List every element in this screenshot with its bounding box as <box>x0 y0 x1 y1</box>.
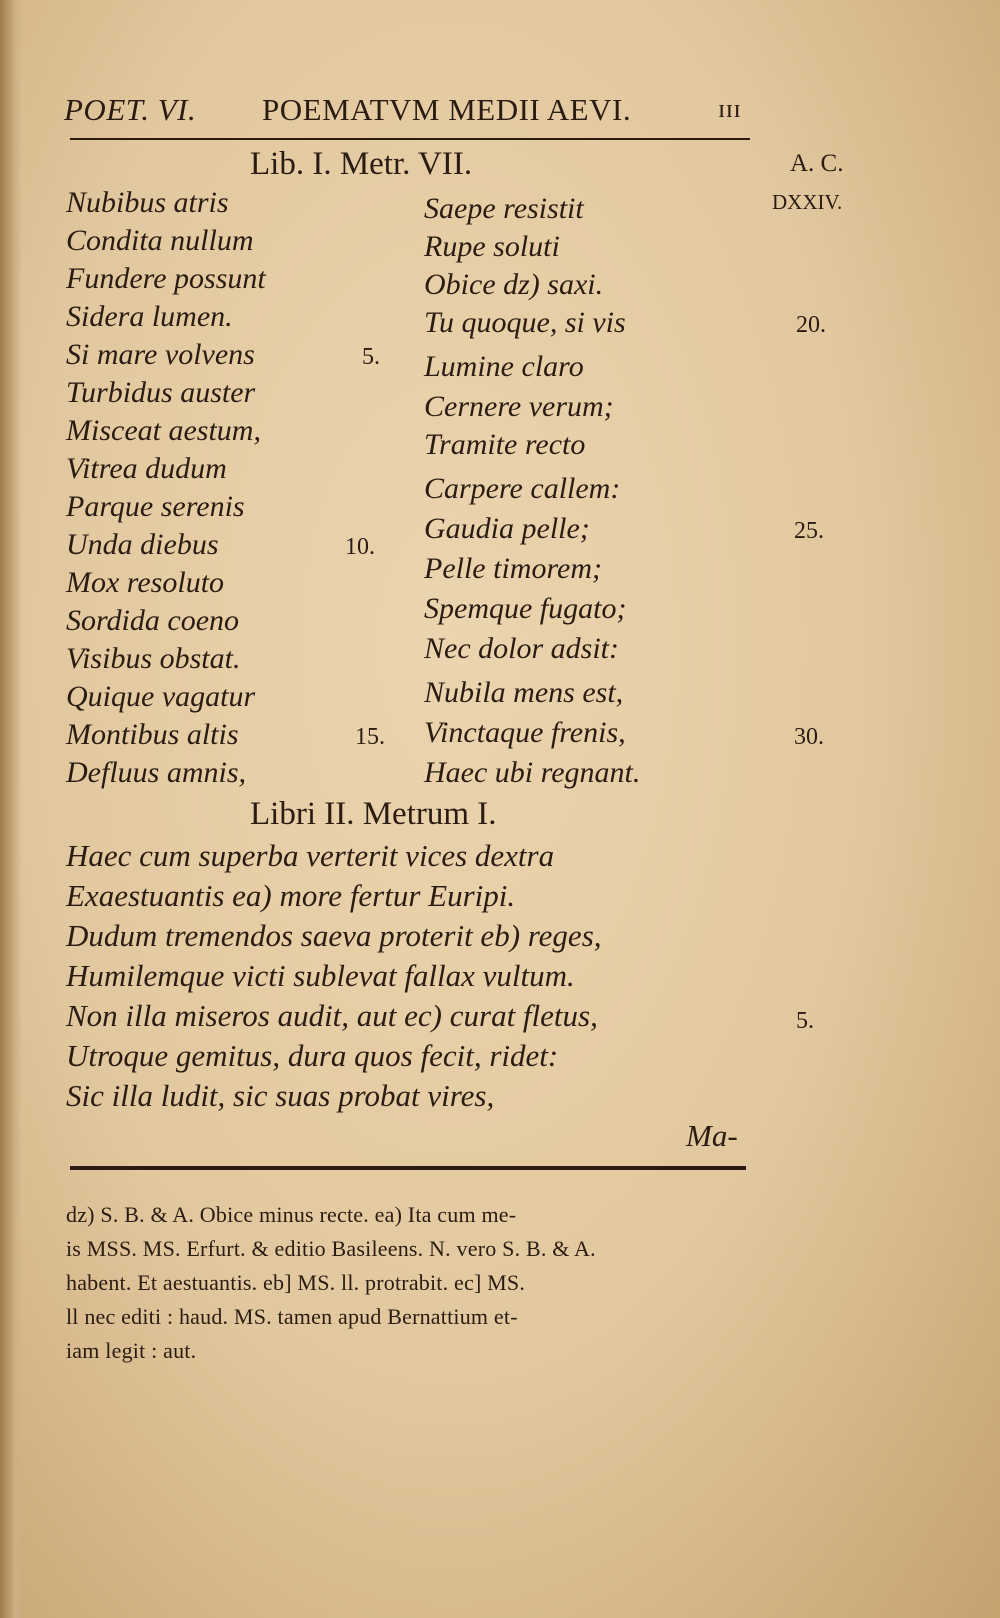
footnote-rule <box>70 1166 746 1170</box>
verse-line: Visibus obstat. <box>66 642 241 675</box>
line-number: 15. <box>355 724 385 750</box>
verse-line: Saepe resistit <box>424 192 584 225</box>
verse-line: Haec cum superba verterit vices dextra <box>66 838 555 873</box>
running-head-left: POET. VI. <box>64 92 197 127</box>
verse-line: Nubila mens est, <box>424 676 624 709</box>
verse-line: Mox resoluto <box>66 566 225 599</box>
line-number: 10. <box>345 534 375 560</box>
verse-line: Tramite recto <box>424 428 586 461</box>
section-heading-lib1-metr7: Lib. I. Metr. VII. <box>250 146 473 182</box>
verse-line: Nubibus atris <box>66 186 229 219</box>
verse-line: Humilemque victi sublevat fallax vultum. <box>66 958 575 993</box>
line-number: 25. <box>794 518 824 544</box>
verse-line: Vitrea dudum <box>66 452 227 485</box>
verse-line: Unda diebus <box>66 528 219 561</box>
section-heading-lib2-metr1: Libri II. Metrum I. <box>250 796 497 832</box>
verse-line: Quique vagatur <box>66 680 256 713</box>
verse-line: Lumine claro <box>424 350 584 383</box>
catchword: Ma- <box>686 1118 738 1153</box>
verse-line: Carpere callem: <box>424 472 621 505</box>
verse-line: Haec ubi regnant. <box>424 756 641 789</box>
verse-line: Misceat aestum, <box>66 414 261 447</box>
verse-line: Defluus amnis, <box>66 756 246 789</box>
margin-era-year: DXXIV. <box>772 190 843 214</box>
verse-line: Parque serenis <box>66 490 245 523</box>
line-number: 20. <box>796 312 826 338</box>
verse-line: Gaudia pelle; <box>424 512 590 545</box>
verse-line: Exaestuantis ea) more fertur Euripi. <box>66 878 516 913</box>
line-number: 5. <box>796 1008 814 1034</box>
header-rule <box>70 138 750 140</box>
verse-line: Condita nullum <box>66 224 254 257</box>
footnote-line: is MSS. MS. Erfurt. & editio Basileens. N. vero S. B. & A. <box>66 1236 596 1261</box>
page-number: ɪɪɪ <box>718 94 742 123</box>
verse-line: Utroque gemitus, dura quos fecit, ridet: <box>66 1038 559 1073</box>
verse-line: Obice dz) saxi. <box>424 268 604 301</box>
verse-line: Si mare volvens <box>66 338 255 371</box>
verse-line: Sidera lumen. <box>66 300 233 333</box>
verse-line: Pelle timorem; <box>424 552 602 585</box>
footnote-line: ll nec editi : haud. MS. tamen apud Bernattium et- <box>66 1304 518 1329</box>
margin-era-label: A. C. <box>790 150 844 177</box>
verse-line: Sic illa ludit, sic suas probat vires, <box>66 1078 495 1113</box>
verse-line: Rupe soluti <box>424 230 560 263</box>
running-head-title: POEMATVM MEDII AEVI. <box>262 92 632 127</box>
verse-line: Vinctaque frenis, <box>424 716 626 749</box>
verse-line: Sordida coeno <box>66 604 240 637</box>
verse-line: Turbidus auster <box>66 376 256 409</box>
verse-line: Nec dolor adsit: <box>424 632 619 665</box>
line-number: 5. <box>362 344 380 370</box>
verse-line: Non illa miseros audit, aut ec) curat fletus, <box>66 998 598 1033</box>
verse-line: Cernere verum; <box>424 390 614 423</box>
line-number: 30. <box>794 724 824 750</box>
footnote-line: iam legit : aut. <box>66 1338 197 1363</box>
verse-line: Fundere possunt <box>66 262 266 295</box>
verse-line: Spemque fugato; <box>424 592 627 625</box>
footnote-line: habent. Et aestuantis. eb] MS. ll. protrabit. ec] MS. <box>66 1270 526 1295</box>
verse-line: Tu quoque, si vis <box>424 306 626 339</box>
footnote-line: dz) S. B. & A. Obice minus recte. ea) Ita cum me- <box>66 1202 517 1227</box>
verse-line: Dudum tremendos saeva proterit eb) reges, <box>66 918 602 953</box>
verse-line: Montibus altis <box>66 718 239 751</box>
